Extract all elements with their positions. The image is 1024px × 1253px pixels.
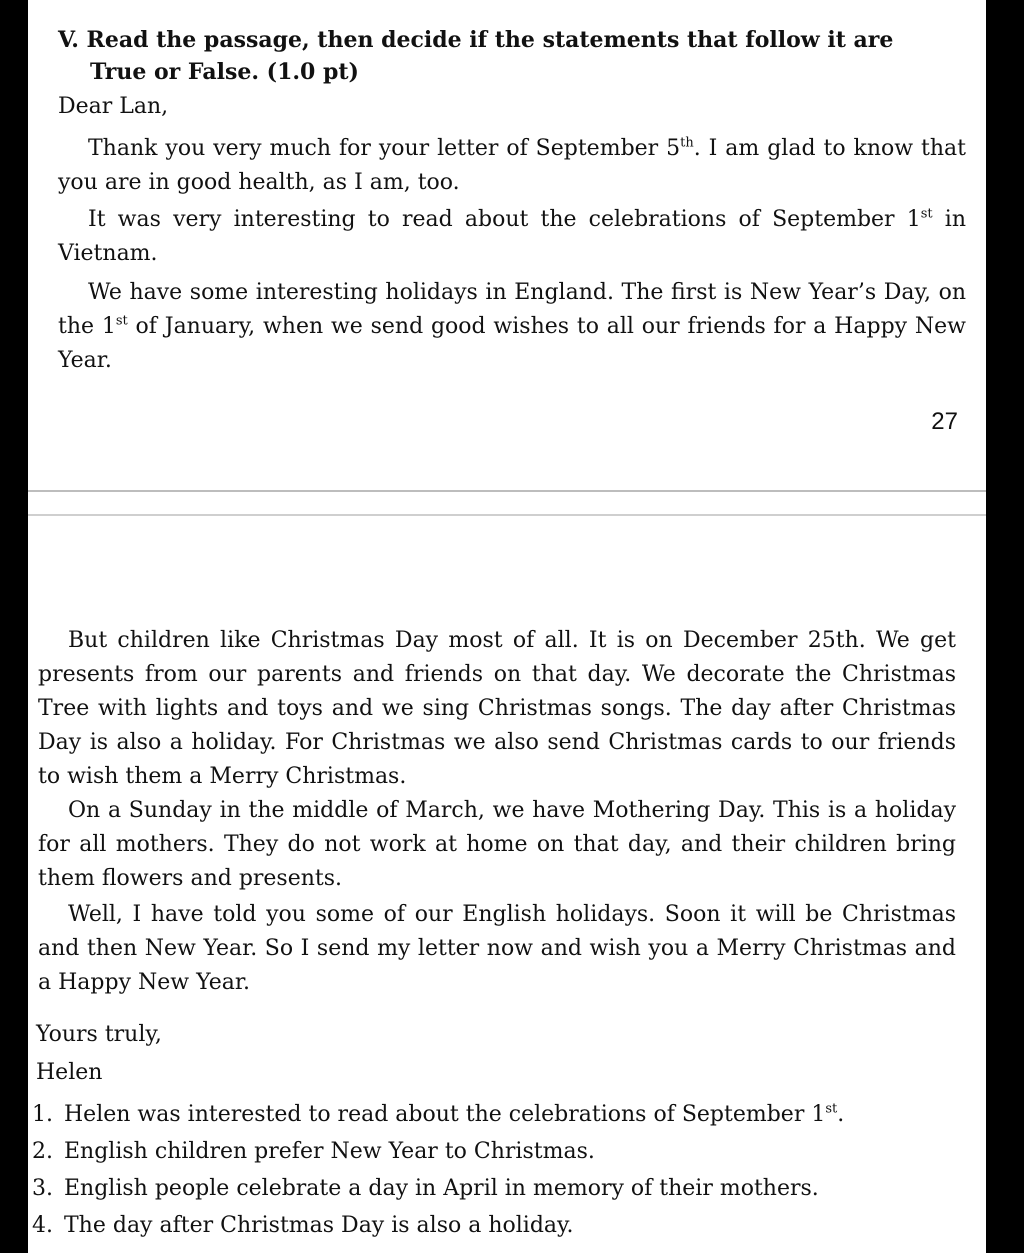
statement-1-text: Helen was interested to read about the celebrations of September 1 xyxy=(64,1102,826,1127)
exercise-title-line1: V. Read the passage, then decide if the statements that follow it are xyxy=(58,27,894,53)
paragraph-2-sup: st xyxy=(920,206,933,222)
paragraph-4: But children like Christmas Day most of all. It is on December 25th. We get presents from our parents and friends on that day. We decorate the Christmas Tree with lights and toys and we sing Christmas songs. The day after Christmas Day is also a holiday. For Christmas we also send Christmas cards to our friends to wish them a Merry Christmas. xyxy=(38,628,956,789)
paragraph-3 xyxy=(58,276,966,378)
page-number: 27 xyxy=(931,408,958,435)
paragraph-2-text-a: It was very interesting to read about the celebrations of September 1 xyxy=(88,207,921,232)
closing-phrase: Yours truly, xyxy=(36,1022,162,1047)
statement-1-sup: st xyxy=(825,1101,838,1117)
signature: Helen xyxy=(36,1060,103,1085)
paragraph-1-text-a: Thank you very much for your letter of September 5 xyxy=(88,136,681,161)
statement-1 xyxy=(60,1096,962,1133)
statement-4: 4. The day after Christmas Day is also a holiday. xyxy=(60,1207,962,1244)
statement-3: 3. English people celebrate a day in April in memory of their mothers. xyxy=(60,1170,962,1207)
letter-greeting: Dear Lan, xyxy=(58,94,169,119)
statements-list xyxy=(32,1096,962,1244)
paragraph-2 xyxy=(58,203,966,271)
statement-2: 2. English children prefer New Year to Christmas. xyxy=(60,1133,962,1170)
paragraph-3-text-a: We have some interesting holidays in England. The first is New Year’s Day, on the 1 xyxy=(58,280,966,339)
statement-1-end: . xyxy=(837,1102,845,1127)
exercise-title-line2: True or False. (1.0 pt) xyxy=(90,59,359,85)
paragraph-3-sup: st xyxy=(115,313,128,329)
paragraph-3-text-b: of January, when we send good wishes to all our friends for a Happy New Year. xyxy=(58,314,966,373)
paragraph-6: Well, I have told you some of our English holidays. Soon it will be Christmas and then New Year. So I send my letter now and wish you a Merry Christmas and a Happy New Year. xyxy=(38,902,956,995)
page-divider-top xyxy=(28,490,986,492)
paragraph-1-text-b: . I am glad to know that you are in good health, as I am, too. xyxy=(58,136,966,195)
paragraph-5: On a Sunday in the middle of March, we have Mothering Day. This is a holiday for all mothers. They do not work at home on that day, and their children bring them flowers and presents. xyxy=(38,798,956,891)
exercise-title xyxy=(58,24,958,88)
page-bottom xyxy=(28,530,986,1253)
document-frame xyxy=(28,0,986,1253)
paragraph-1-sup: th xyxy=(680,135,694,151)
paragraph-1 xyxy=(58,132,966,200)
paragraph-2-text-b: in Vietnam. xyxy=(58,207,966,266)
page-divider-bottom xyxy=(28,514,986,516)
page-top xyxy=(28,0,986,470)
page-break xyxy=(28,470,986,530)
letter-closing xyxy=(36,1016,436,1092)
